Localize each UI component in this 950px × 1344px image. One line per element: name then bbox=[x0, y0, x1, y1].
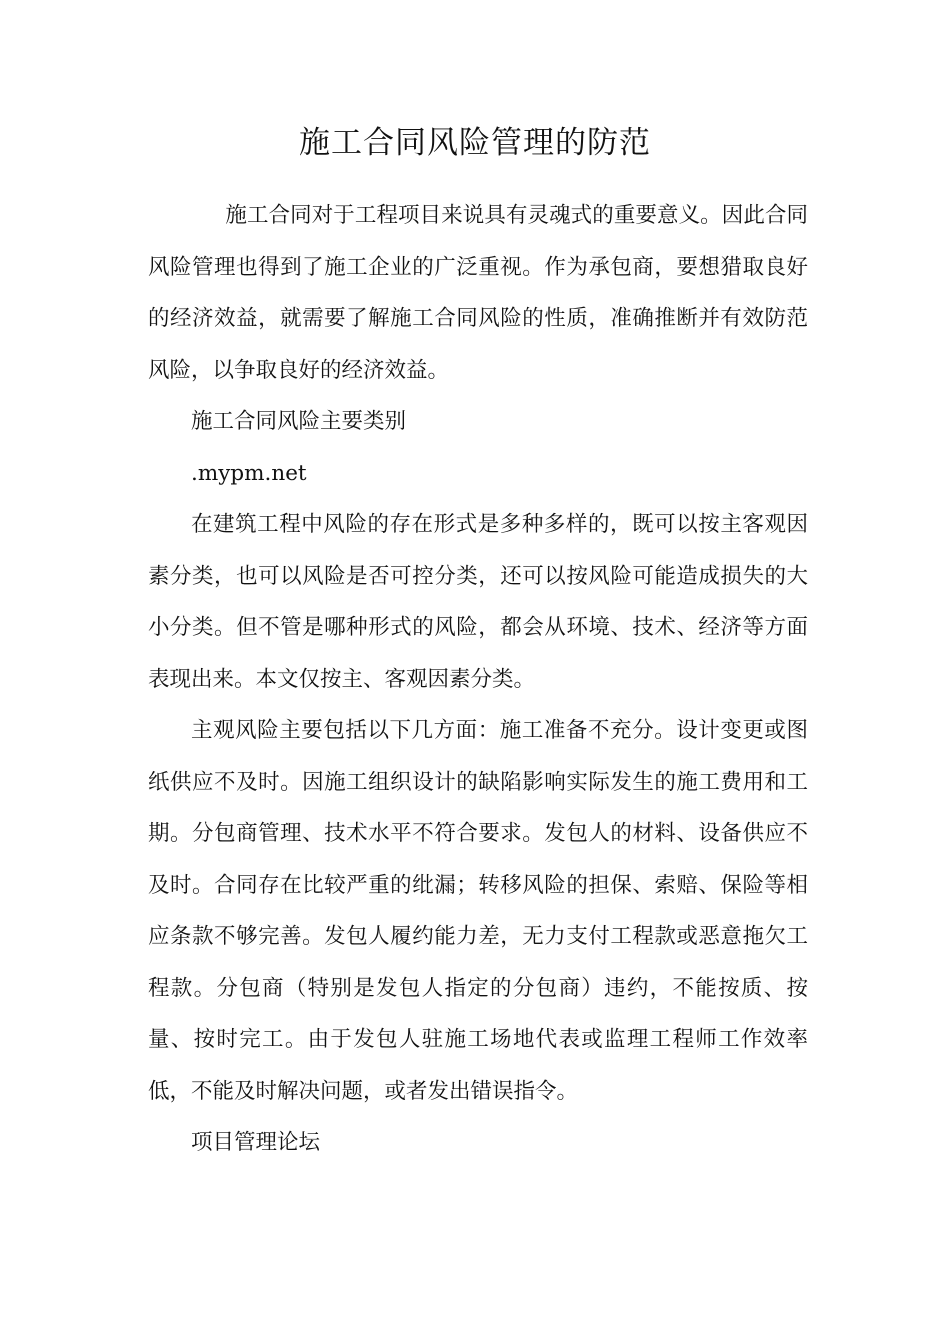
document-title: 施工合同风险管理的防范 bbox=[299, 125, 651, 161]
document-body bbox=[148, 190, 808, 1169]
intro-paragraph: 施工合同对于工程项目来说具有灵魂式的重要意义。因此合同风险管理也得到了施工企业的广泛重视。作为承包商，要想猎取良好的经济效益，就需要了解施工合同风险的性质，准确推断并有效防范风险，以争取良好的经济效益。 bbox=[148, 203, 808, 383]
risk-forms-paragraph: 在建筑工程中风险的存在形式是多种多样的，既可以按主客观因素分类，也可以风险是否可控分类，还可以按风险可能造成损失的大小分类。但不管是哪种形式的风险，都会从环境、技术、经济等方面表现出来。本文仅按主、客观因素分类。 bbox=[148, 512, 808, 692]
source-text: .mypm.net bbox=[191, 460, 307, 486]
section-heading-risk-types: 施工合同风险主要类别 bbox=[191, 409, 407, 434]
forum-text: 项目管理论坛 bbox=[191, 1130, 321, 1155]
subjective-risk-paragraph: 主观风险主要包括以下几方面：施工准备不充分。设计变更或图纸供应不及时。因施工组织设计的缺陷影响实际发生的施工费用和工期。分包商管理、技术水平不符合要求。发包人的材料、设备供应不及时。合同存在比较严重的纰漏；转移风险的担保、索赔、保险等相应条款不够完善。发包人履约能力差，无力支付工程款或恶意拖欠工程款。分包商（特别是发包人指定的分包商）违约，不能按质、按量、按时完工。由于发包人驻施工场地代表或监理工程师工作效率低，不能及时解决问题，或者发出错误指令。 bbox=[148, 718, 808, 1104]
